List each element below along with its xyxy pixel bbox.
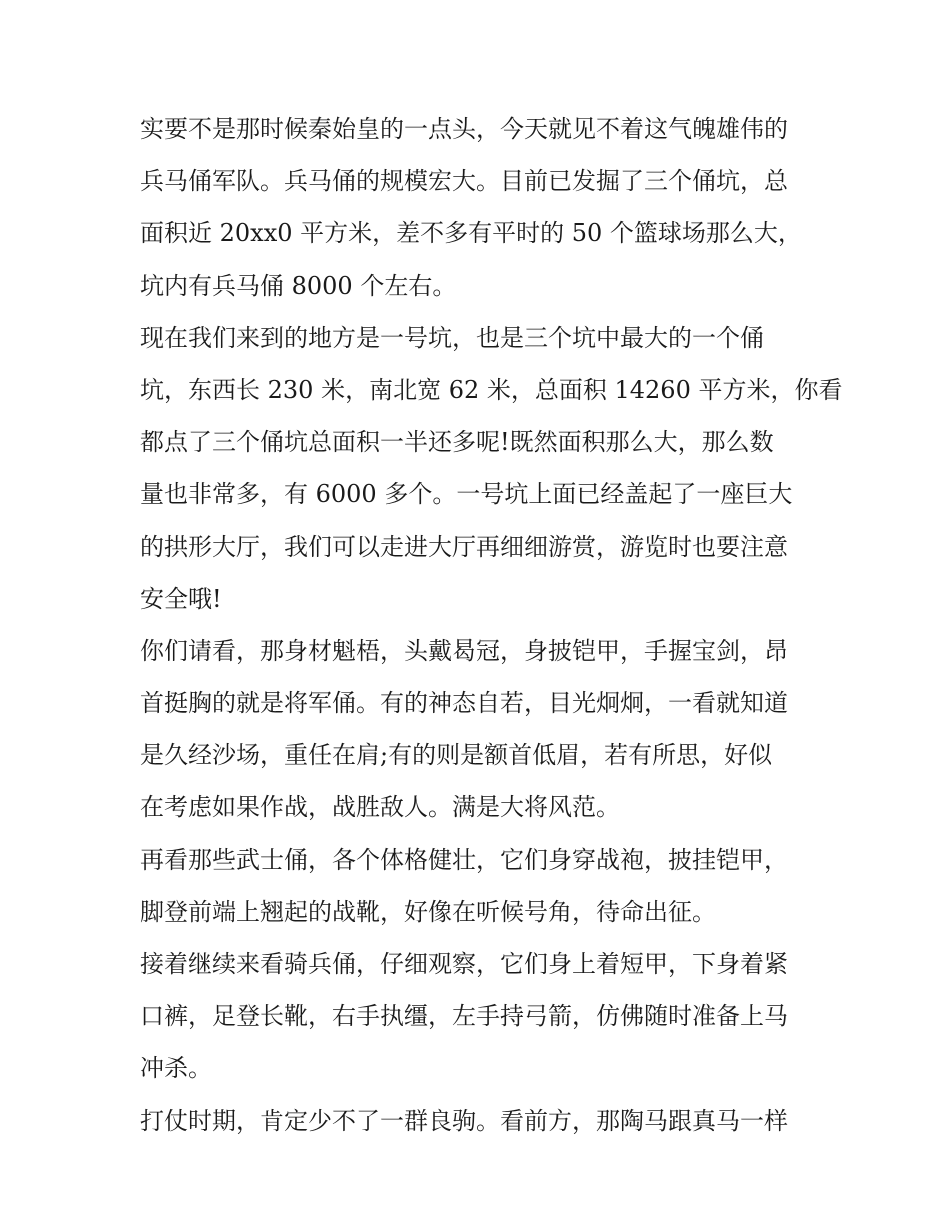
text-line: 首挺胸的就是将军俑。有的神态自若，目光炯炯，一看就知道 xyxy=(140,689,788,718)
text-line: 量也非常多，有 6000 多个。一号坑上面已经盖起了一座巨大 xyxy=(140,480,793,509)
text-line: 实要不是那时候秦始皇的一点头，今天就见不着这气魄雄伟的 xyxy=(140,115,788,143)
text-line: 现在我们来到的地方是一号坑，也是三个坑中最大的一个俑 xyxy=(140,323,764,352)
text-line: 接着继续来看骑兵俑，仔细观察，它们身上着短甲，下身着紧 xyxy=(140,950,788,978)
text-line: 你们请看，那身材魁梧，头戴曷冠，身披铠甲，手握宝剑，昂 xyxy=(140,636,788,665)
text-line: 坑，东西长 230 米，南北宽 62 米，总面积 14260 平方米，你看 xyxy=(140,375,843,404)
text-line: 冲杀。 xyxy=(140,1054,212,1083)
text-line: 面积近 20xx0 平方米，差不多有平时的 50 个篮球场那么大， xyxy=(140,219,802,248)
text-line: 坑内有兵马俑 8000 个左右。 xyxy=(140,271,457,300)
text-line: 都点了三个俑坑总面积一半还多呢!既然面积那么大，那么数 xyxy=(140,428,774,457)
text-line: 脚登前端上翘起的战靴，好像在听候号角，待命出征。 xyxy=(140,897,716,926)
text-line: 在考虑如果作战，战胜敌人。满是大将风范。 xyxy=(140,793,620,822)
text-line: 再看那些武士俑，各个体格健壮，它们身穿战袍，披挂铠甲， xyxy=(140,845,788,874)
text-line: 打仗时期，肯定少不了一群良驹。看前方，那陶马跟真马一样 xyxy=(140,1106,788,1135)
text-line: 安全哦! xyxy=(140,584,222,613)
text-line: 兵马俑军队。兵马俑的规模宏大。目前已发掘了三个俑坑，总 xyxy=(140,167,788,196)
text-line: 是久经沙场，重任在肩;有的则是额首低眉，若有所思，好似 xyxy=(140,741,773,770)
document-body xyxy=(140,103,843,1147)
text-line: 口裤，足登长靴，右手执缰，左手持弓箭，仿佛随时准备上马 xyxy=(140,1002,788,1031)
text-line: 的拱形大厅，我们可以走进大厅再细细游赏，游览时也要注意 xyxy=(140,532,788,561)
